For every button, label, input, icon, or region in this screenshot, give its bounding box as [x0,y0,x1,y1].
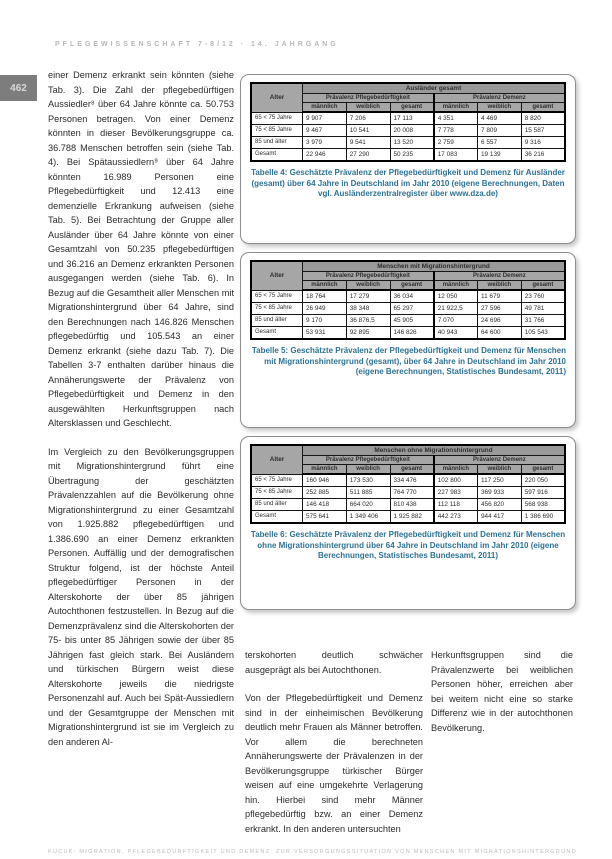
table-cell: 9 316 [521,137,565,149]
table-cell: 65 297 [390,303,434,315]
table-column-header: gesamt [521,465,565,475]
table-cell: 9 541 [346,137,390,149]
left-text-column [48,68,234,763]
table-cell: 13 520 [390,137,434,149]
table-cell: 8 820 [521,112,565,125]
body-paragraph: terskohorten deutlich schwächer ausgeprägt als bei Autochthonen. [245,650,423,675]
table-cell: 160 946 [303,474,347,487]
table-cell: 12 050 [434,290,478,303]
table-column-header: männlich [434,103,478,113]
body-paragraph: einer Demenz erkrankt sein könnten (siehe Tab. 3). Die Zahl der pflegebedürftigen Aussiedler⁸ über 64 Jahre könnte ca. 50.753 Personen betragen. Von einer Demenz könnten in dieser Bevölkerungsgruppe ca. 36.788 Menschen betroffen sein (siehe Tab. 4). Bei Spätaussiedlern⁹ über 64 Jahre könnten 16.989 Personen eine Pflegebedürftigkeit und 12.413 eine demenzielle Erkrankung aufweisen (siehe Tab. 5). Bei Betrachtung der Gruppe aller Ausländer über 64 Jahre könnte von einer Gesamtzahl von 50.235 pflegebedürftigen und 36.216 an Demenz erkrankten Personen ausgegangen werden (siehe Tab. 6). In Bezug auf die Gesamtheit aller Menschen mit Migrationshintergrund über 64 Jahre, sind den Berechnungen nach 146.826 Menschen pflegebedürftig und 105.543 an einer Demenz erkrankt (siehe dazu Tab. 7). Die Tabellen 3-7 enthalten darüber hinaus die Annäherungswerte der Prävalenz von Pflegebedürftigkeit und Demenz in den ausgewählten Herkunftsgruppen nach Altersklassen und Geschlecht. [48,70,234,428]
table-cell: 220 050 [521,474,565,487]
table-cell: 6 557 [478,137,522,149]
table-cell: 105 543 [521,327,565,340]
figure-box-ohne-migrationshintergrund [240,436,576,610]
table-column-header: weiblich [478,465,522,475]
table-cell: 17 279 [346,290,390,303]
table-cell: 36 876,5 [346,315,390,327]
table-subheader: Prävalenz Demenz [434,456,565,465]
table-subheader: Prävalenz Pflegebedürftigkeit [303,456,434,465]
table-column-header: gesamt [390,281,434,291]
table-row-label: 85 und älter [251,137,303,149]
table-cell: 1 386 690 [521,511,565,524]
table-cell: 7 070 [434,315,478,327]
table-cell: 511 885 [346,487,390,499]
table-cell: 17 113 [390,112,434,125]
table-cell: 64 600 [478,327,522,340]
table-cell: 2 759 [434,137,478,149]
table-subheader: Prävalenz Pflegebedürftigkeit [303,94,434,103]
table-cell: 40 943 [434,327,478,340]
table-cell: 568 938 [521,499,565,511]
table-cell: 3 979 [303,137,347,149]
table-cell: 173 530 [346,474,390,487]
table-cell: 1 349 406 [346,511,390,524]
table-column-header: gesamt [521,281,565,291]
table-cell: 50 235 [390,149,434,162]
table-cell: 252 885 [303,487,347,499]
table-row [251,137,565,149]
table-corner-label: Alter [251,261,303,290]
body-paragraph: Herkunftsgruppen sind die Prävalenzwerte bei weiblichen Personen höher, erreichen aber bei weitem nicht eine so starke Differenz wie in der autochthonen Bevölkerung. [431,650,573,733]
table-row-label: Gesamt [251,149,303,162]
table-row [251,511,565,524]
right-text-column [431,648,573,749]
table-row-label: 65 < 75 Jahre [251,474,303,487]
table-cell: 22 946 [303,149,347,162]
table-cell: 1 925 882 [390,511,434,524]
table-row [251,290,565,303]
table-cell: 31 766 [521,315,565,327]
table-row-label: 65 < 75 Jahre [251,112,303,125]
table-column-header: weiblich [346,465,390,475]
table-cell: 597 916 [521,487,565,499]
table-cell: 7 206 [346,112,390,125]
table-column-header: weiblich [478,103,522,113]
table-cell: 102 800 [434,474,478,487]
table-cell: 4 469 [478,112,522,125]
table-column-header: weiblich [346,281,390,291]
table-cell: 27 596 [478,303,522,315]
table-row [251,327,565,340]
table-caption: Tabelle 6: Geschätzte Prävalenz der Pflegebedürftigkeit und Demenz für Menschen ohne Migrationshintergrund über 64 Jahre in Deutschland im Jahr 2010 (eigene Berechnungen, Statistisches Bundesamt, 2011) [250,530,566,560]
page-footer: KÜCÜK: MIGRATION, PFLEGEBEDÜRFTIGKEIT UND DEMENZ: ZUR VERSORGUNGSSITUATION VON MENSCHEN MIT MIGRATIONSHINTERGRUND [48,849,577,855]
table-column-header: gesamt [521,103,565,113]
table-ohne-migrationshintergrund [250,444,566,524]
table-cell: 764 770 [390,487,434,499]
table-row [251,112,565,125]
table-cell: 18 764 [303,290,347,303]
table-row-label: 75 < 85 Jahre [251,125,303,137]
table-row-label: Gesamt [251,511,303,524]
table-cell: 17 083 [434,149,478,162]
table-cell: 456 820 [478,499,522,511]
journal-header: PFLEGEWISSENSCHAFT 7-8/12 · 14. JAHRGANG [55,41,339,48]
table-column-header: gesamt [390,465,434,475]
table-column-header: weiblich [346,103,390,113]
table-row [251,487,565,499]
table-column-header: männlich [434,281,478,291]
table-subheader: Prävalenz Demenz [434,94,565,103]
body-paragraph: Im Vergleich zu den Bevölkerungsgruppen mit Migrationshintergrund führt eine Übertragung der geschätzten Prävalenzzahlen auf die Bevölkerung ohne Migrationshintergrund zu einer Gesamtzahl von 1.925.882 pflegebedürftigen und 1.386.690 an einer Demenz erkrankten Personen. Auffällig und der demografischen Struktur folgend, ist der höchste Anteil pflegebedürftiger Personen in der Alterskohorte der über 85 jährigen Autochthonen festzustellen. In Bezug auf die Demenzprävalenz sind die Alterskohorten der 75- bis unter 85 Jährigen sowie der über 85 Jährigen fast gleich stark. Bei Ausländern und türkischen Bürgern weist diese Alterskohorte jeweils die niedrigste Personenzahl auf. Auch bei Spät-Aussiedlern und der Gesamtgruppe der Menschen mit Migrationshintergrund ist sie im Vergleich zu den anderen Al- [48,446,234,747]
table-row-label: 85 und älter [251,499,303,511]
table-column-header: männlich [303,103,347,113]
table-cell: 36 216 [521,149,565,162]
table-group-header: Menschen ohne Migrationshintergrund [303,445,566,456]
page-number: 462 [0,75,37,101]
table-cell: 9 170 [303,315,347,327]
table-row [251,315,565,327]
table-cell: 38 348 [346,303,390,315]
table-cell: 11 679 [478,290,522,303]
table-row [251,149,565,162]
table-cell: 9 467 [303,125,347,137]
table-column-header: männlich [303,465,347,475]
table-cell: 7 778 [434,125,478,137]
table-cell: 442 273 [434,511,478,524]
table-cell: 45 905 [390,315,434,327]
table-cell: 20 008 [390,125,434,137]
table-cell: 810 438 [390,499,434,511]
table-column-header: männlich [434,465,478,475]
table-row-label: 65 < 75 Jahre [251,290,303,303]
table-caption: Tabelle 5: Geschätzte Prävalenz der Pflegebedürftigkeit und Demenz für Menschen mit Migrationshintergrund (gesamt), über 64 Jahre in Deutschland im Jahr 2010 (eigene Berechnungen, Statistisches Bundesamt, 2011) [251,346,566,376]
table-column-header: weiblich [478,281,522,291]
table-corner-label: Alter [251,445,303,474]
table-cell: 334 476 [390,474,434,487]
table-cell: 112 118 [434,499,478,511]
table-cell: 92 895 [346,327,390,340]
table-row [251,474,565,487]
table-row [251,499,565,511]
table-cell: 27 290 [346,149,390,162]
table-cell: 15 587 [521,125,565,137]
table-cell: 9 907 [303,112,347,125]
table-mit-migrationshintergrund [250,260,566,340]
table-cell: 23 760 [521,290,565,303]
table-row-label: Gesamt [251,327,303,340]
table-row [251,125,565,137]
table-row-label: 85 und älter [251,315,303,327]
table-cell: 146 418 [303,499,347,511]
table-cell: 117 250 [478,474,522,487]
table-cell: 146 826 [390,327,434,340]
table-cell: 7 809 [478,125,522,137]
table-row-label: 75 < 85 Jahre [251,303,303,315]
table-auslaender-gesamt [250,82,566,162]
body-paragraph: Von der Pflegebedürftigkeit und Demenz sind in der einheimischen Bevölkerung deutlich mehr Frauen als Männer betroffen. Vor allem die berechneten Annäherungswerte der Prävalenzen in der Bevölkerungsgruppe türkischer Bürger weisen auf eine umgekehrte Verlagerung hin. Hierbei sind mehr Männer pflegebedürftig bzw. an einer Demenz erkrankt. In den anderen untersuchten [245,693,423,834]
table-cell: 4 351 [434,112,478,125]
table-cell: 24 696 [478,315,522,327]
table-caption: Tabelle 4: Geschätzte Prävalenz der Pflegebedürftigkeit und Demenz für Ausländer (gesamt) über 64 Jahre in Deutschland im Jahr 2010 (eigene Berechnungen, Daten vgl. Ausländerzentralregister über www.dza.de) [251,168,565,198]
table-column-header: männlich [303,281,347,291]
table-cell: 664 020 [346,499,390,511]
table-subheader: Prävalenz Demenz [434,272,565,281]
table-cell: 369 933 [478,487,522,499]
table-row [251,303,565,315]
table-group-header: Menschen mit Migrationshintergrund [303,261,566,272]
table-cell: 19 139 [478,149,522,162]
middle-text-column [245,648,423,850]
table-cell: 575 641 [303,511,347,524]
table-cell: 49 781 [521,303,565,315]
table-cell: 36 034 [390,290,434,303]
figure-box-mit-migrationshintergrund [240,252,576,428]
table-cell: 26 949 [303,303,347,315]
table-cell: 10 541 [346,125,390,137]
table-column-header: gesamt [390,103,434,113]
table-cell: 21 922,5 [434,303,478,315]
figure-box-auslaender [240,74,576,244]
table-group-header: Ausländer gesamt [303,83,566,94]
table-corner-label: Alter [251,83,303,112]
table-subheader: Prävalenz Pflegebedürftigkeit [303,272,434,281]
table-cell: 227 983 [434,487,478,499]
table-cell: 944 417 [478,511,522,524]
table-row-label: 75 < 85 Jahre [251,487,303,499]
table-cell: 53 931 [303,327,347,340]
